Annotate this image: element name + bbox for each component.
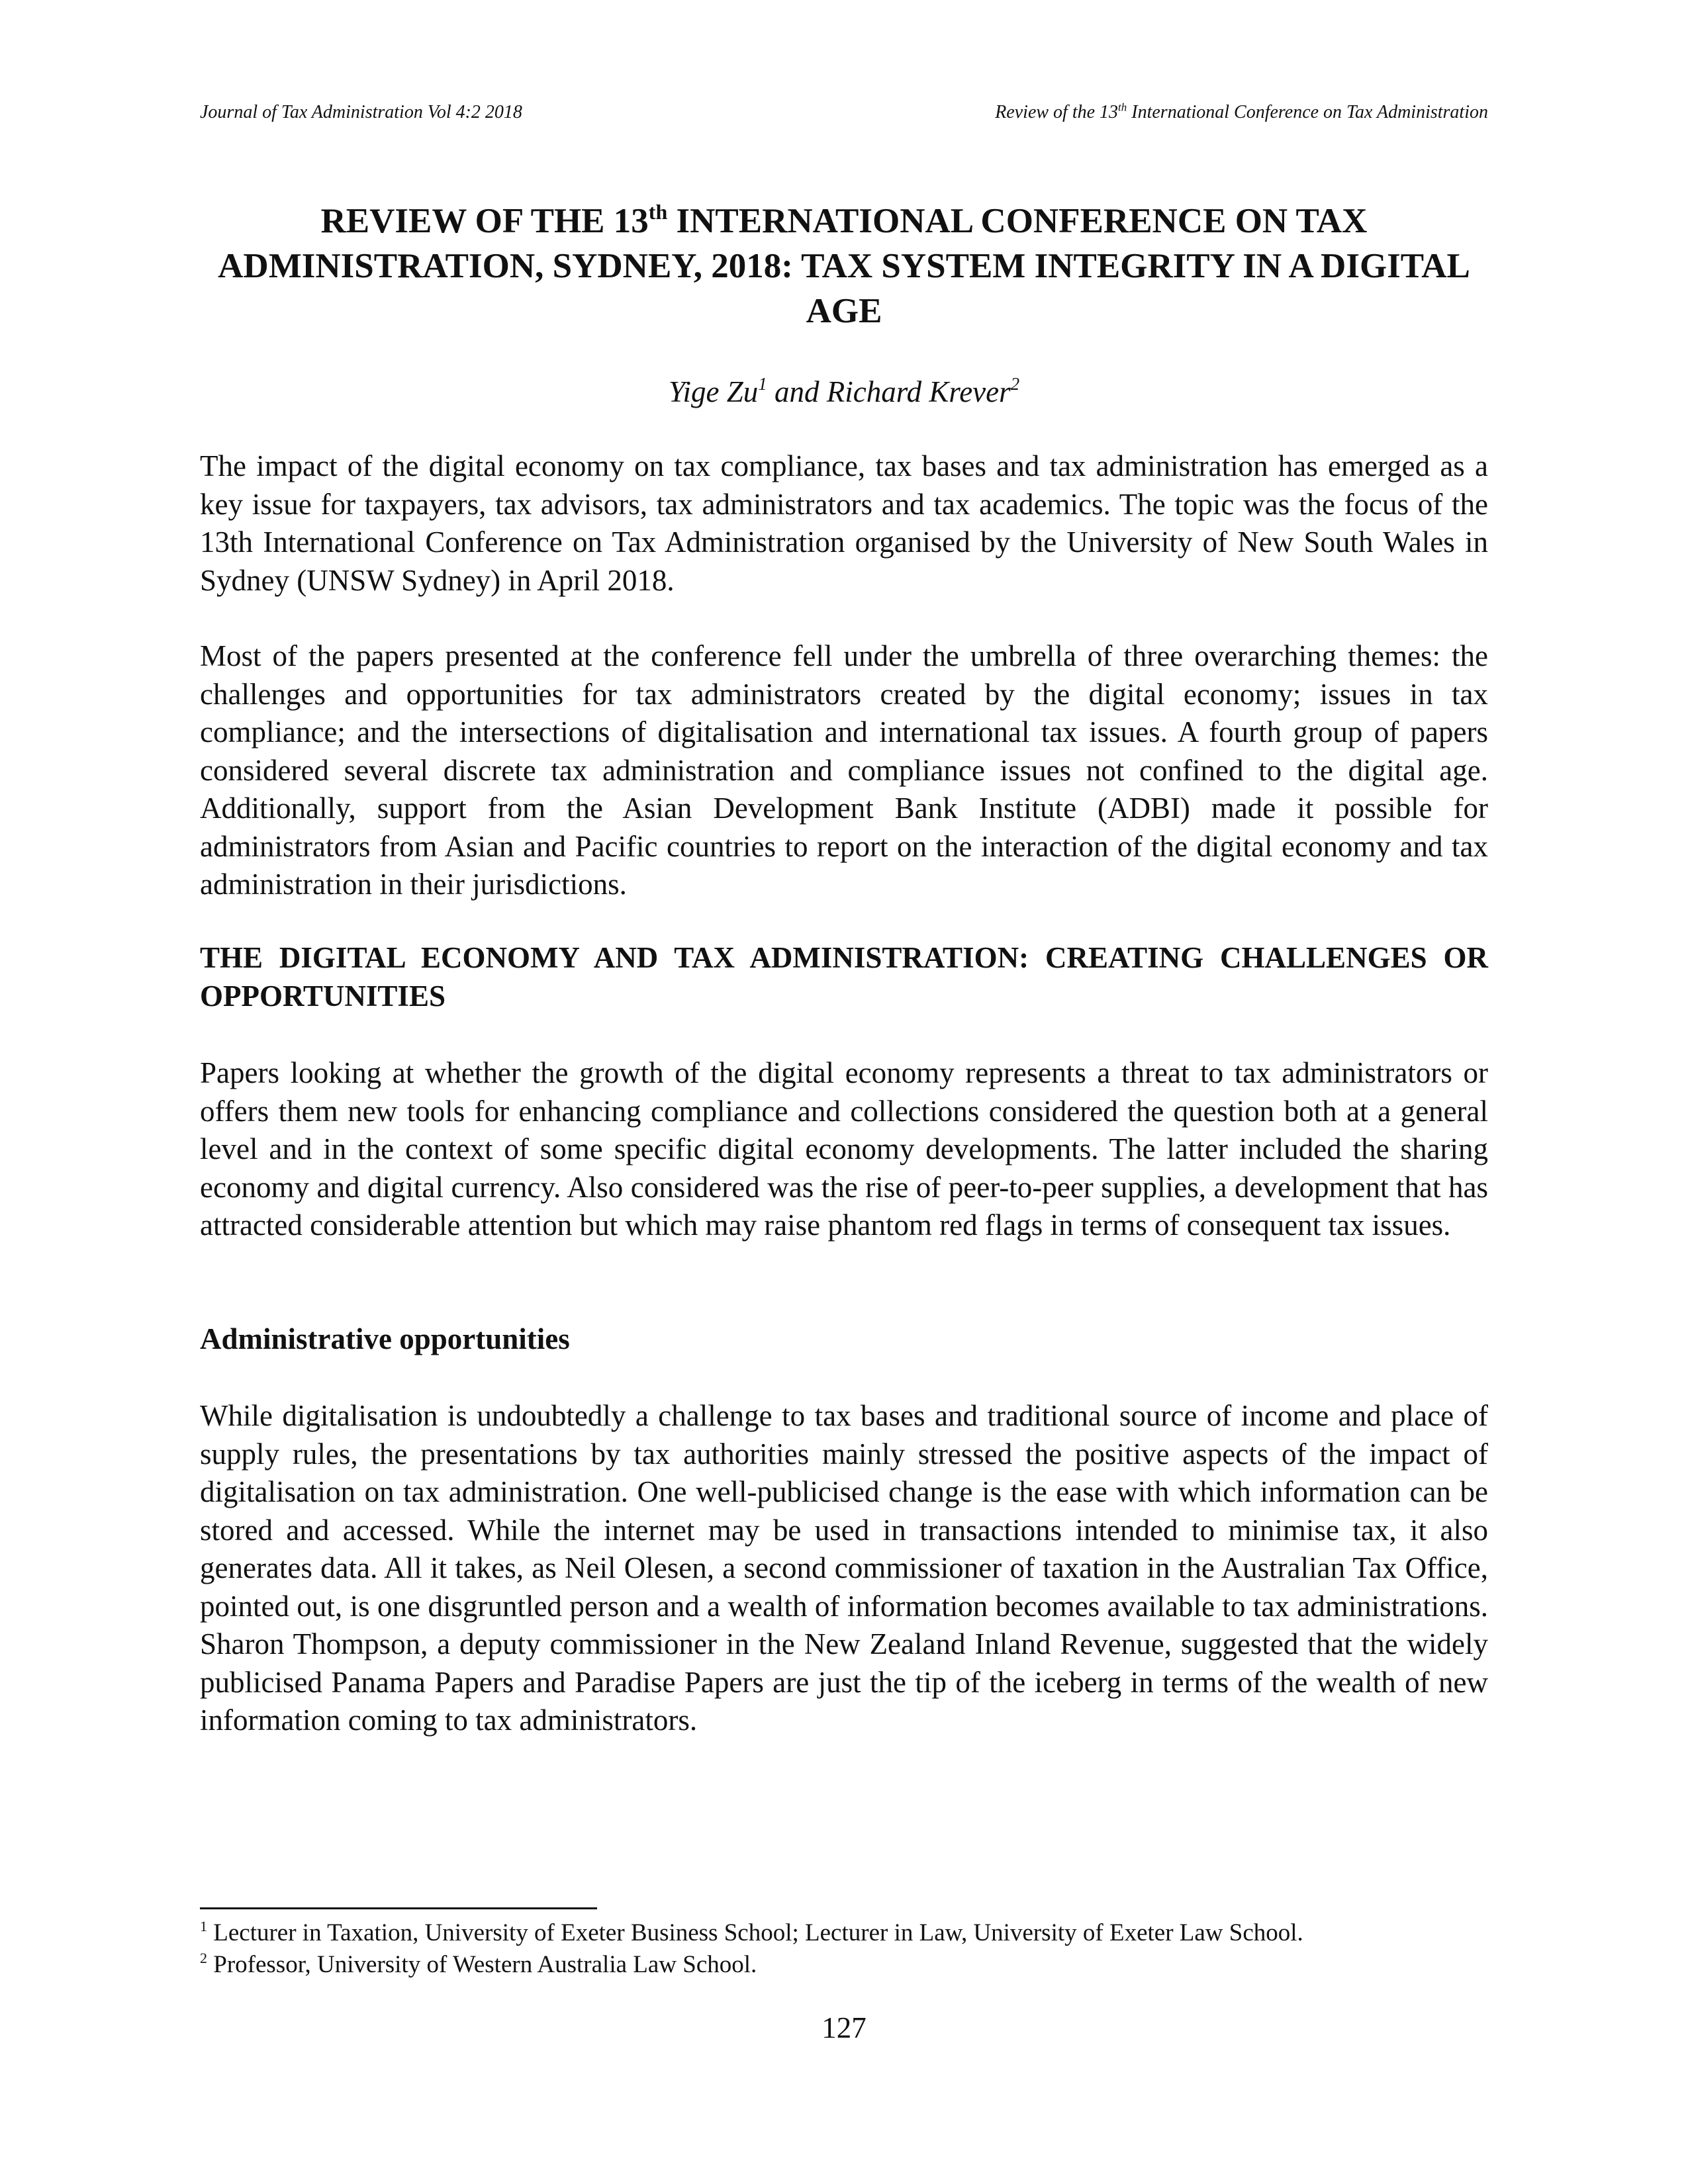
running-title-superscript: th <box>1118 101 1127 114</box>
article-title <box>200 199 1488 334</box>
body-paragraph-section: Papers looking at whether the growth of the digital economy represents a threat to tax administrators or offers them new tools for enhancing compliance and collections considered the question both at a general level and in the context of some specific digital economy developments. The latter included the sharing economy and digital currency. Also considered was the rise of peer-to-peer supplies, a development that has attracted considerable attention but which may raise phantom red flags in terms of consequent tax issues. <box>200 1056 1488 1242</box>
author-name-2: Richard Krever <box>826 375 1011 408</box>
running-title-prefix: Review of the 13 <box>995 102 1119 122</box>
section-heading: THE DIGITAL ECONOMY AND TAX ADMINISTRATION: CREATING CHALLENGES OR OPPORTUNITIES <box>200 941 1488 1013</box>
footnote-2 <box>200 1949 1488 1981</box>
author-conjunction: and <box>767 375 827 408</box>
article-title-part2: INTERNATIONAL CONFERENCE ON TAX ADMINISTRATION, SYDNEY, 2018: TAX SYSTEM INTEGRITY IN A DIGITAL AGE <box>218 202 1470 330</box>
author-line <box>200 372 1488 412</box>
footnote-divider <box>200 1907 597 1909</box>
body-paragraph-subsection: While digitalisation is undoubtedly a challenge to tax bases and traditional source of income and place of supply rules, the presentations by tax authorities mainly stressed the positive aspects of the impact of digitalisation on tax administration. One well-publicised change is the ease with which information can be stored and accessed. While the internet may be used in transactions intended to minimise tax, it also generates data. All it takes, as Neil Olesen, a second commissioner of taxation in the Australian Tax Office, pointed out, is one disgruntled person and a wealth of information becomes available to tax administrations. Sharon Thompson, a deputy commissioner in the New Zealand Inland Revenue, suggested that the widely publicised Panama Papers and Paradise Papers are just the tip of the iceberg in terms of the wealth of new information coming to tax administrators. <box>200 1399 1488 1737</box>
footnote-1-mark: 1 <box>200 1918 207 1934</box>
article-title-superscript: th <box>648 200 668 224</box>
body-paragraph-themes: Most of the papers presented at the conference fell under the umbrella of three overarching themes: the challenges and opportunities for tax administrators created by the digital economy; issues in tax compliance; and the intersections of digitalisation and international tax issues. A fourth group of papers considered several discrete tax administration and compliance issues not confined to the digital age. Additionally, support from the Asian Development Bank Institute (ADBI) made it possible for administrators from Asian and Pacific countries to report on the interaction of the digital economy and tax administration in their jurisdictions. <box>200 639 1488 901</box>
body-paragraph-intro: The impact of the digital economy on tax compliance, tax bases and tax administration has emerged as a key issue for taxpayers, tax advisors, tax administrators and tax academics. The topic was the focus of the 13th International Conference on Tax Administration organised by the University of New South Wales in Sydney (UNSW Sydney) in April 2018. <box>200 449 1488 597</box>
footnote-2-text: Professor, University of Western Australia Law School. <box>207 1951 757 1978</box>
running-title-suffix: International Conference on Tax Administration <box>1127 102 1488 122</box>
footnote-2-mark: 2 <box>200 1950 207 1966</box>
running-title <box>995 98 1488 127</box>
journal-citation: Journal of Tax Administration Vol 4:2 2018 <box>200 102 522 122</box>
article-title-part1: REVIEW OF THE 13 <box>320 202 649 240</box>
running-header <box>200 98 1488 127</box>
page-number: 127 <box>821 2011 867 2044</box>
footnote-1 <box>200 1917 1488 1949</box>
author-name-1: Yige Zu <box>668 375 759 408</box>
subsection-heading: Administrative opportunities <box>200 1322 570 1355</box>
footnote-ref-1[interactable]: 1 <box>758 374 767 394</box>
footnote-ref-2[interactable]: 2 <box>1010 374 1020 394</box>
footnote-1-text: Lecturer in Taxation, University of Exeter Business School; Lecturer in Law, University of Exeter Law School. <box>207 1919 1303 1946</box>
